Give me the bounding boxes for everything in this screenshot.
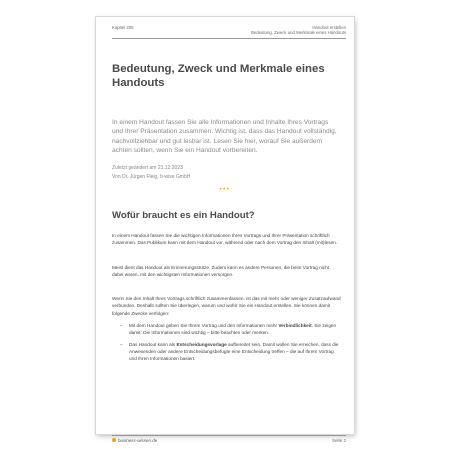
header-divider [112,38,346,39]
author-line: Von Dr. Jürgen Fleig, b-wise GmbH [112,173,191,180]
article-meta [112,164,190,181]
brand-name: business-wissen.de [118,438,158,443]
dash-bullet: – [120,323,123,328]
brand-dot-icon [112,438,116,442]
list-item-emphasis: Entscheidungsvorlage [176,341,227,347]
list-item-text: Mit dem Handout geben Sie Ihrem Vortrag und den Informationen mehr [129,323,279,328]
updated-date: Zuletzt geändert am 21.12.2023 [112,165,183,171]
footer-divider [112,435,346,436]
paragraph-2: Meist dient das Handout als Erinnerungsstütze. Zudem kann es andere Personen, die beim Vortrag nicht dabei waren, mit den wichtigsten Informationen versorgen. [112,265,330,278]
list-item [118,341,340,363]
paragraph-3: Wenn Sie den Inhalt Ihres Vortrags schriftlich zusammenfassen, ist das mit mehr oder weniger Zusatzaufwand verbunden. Deshalb sollten Sie überlegen, warum und wofür Sie ein Handout erstellen. Sie können damit folgende Zwecke verfolgen: [112,296,341,316]
document-page [96,17,354,443]
purpose-list [118,322,340,366]
paragraph-1: In einem Handout fassen Sie die wichtigen Informationen Ihres Vortrags und Ihrer Präsentation schriftlich zusammen. Das Publikum kann mit dem Handout vor, während oder nach dem Vortrag den Inhalt (mit)lesen. [112,233,338,246]
header-article-title: Bedeutung, Zweck und Merkmale eines Handouts [250,30,346,36]
header-right [251,25,346,36]
page-number: Seite 2 [331,438,346,443]
section-heading: Wofür braucht es ein Handout? [112,210,255,221]
page-title: Bedeutung, Zweck und Merkmale eines Handouts [112,63,325,89]
separator-dots: ••• [219,187,231,193]
brand-logo [112,438,157,443]
list-item-text: . Sie zeigen damit: Die Informationen sind wichtig – bitte beachten oder merken. [129,323,337,336]
list-item-text: aufbereitet sein. Damit wollen Sie erreichen, dass die Anwesenden oder andere Entscheidungsbefugte eine Entscheidung treffen – die auf Ihrem Vortrag und Ihren Informationen basiert. [129,341,339,362]
list-item-text: Das Handout kann als [129,341,177,347]
header-chapter: Kapitel 205 [112,25,134,30]
list-item-emphasis: Verbindlichkeit [278,323,312,328]
dash-bullet: – [120,341,123,347]
header-topic: Handout erstellen [312,25,346,30]
intro-paragraph: In einem Handout fassen Sie alle Informationen und Inhalte Ihres Vortrags und Ihrer Präsentation zusammen. Wichtig ist, dass das Handout vollständig, nachvollziehbar und gut lesbar ist. Lesen Sie hier, worauf Sie außerdem achten sollten, wenn Sie ein Handout vorbereiten. [112,119,337,155]
list-item [118,322,340,337]
